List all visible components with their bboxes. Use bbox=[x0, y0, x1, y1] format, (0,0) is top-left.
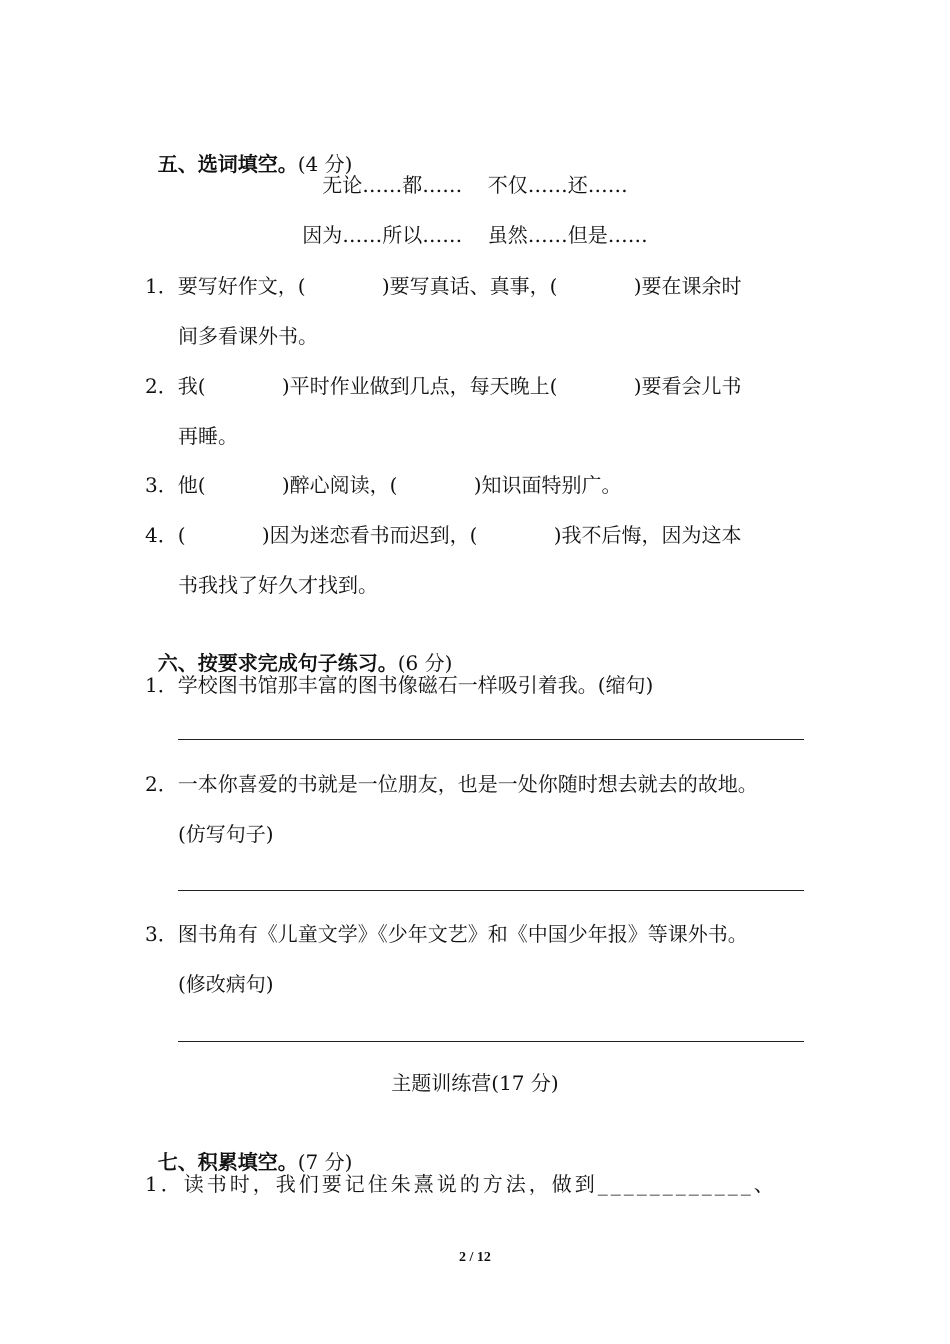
question-5-4-line-2: 书我找了好久才找到。 bbox=[178, 573, 378, 597]
theme-heading: 主题训练营(17 分) bbox=[391, 1071, 559, 1095]
section-7-score: (7 分) bbox=[297, 1150, 353, 1174]
section-5-score: (4 分) bbox=[297, 152, 353, 176]
word-options-row-2: 因为……所以…… 虽然……但是…… bbox=[302, 223, 648, 247]
section-6-score: (6 分) bbox=[397, 651, 453, 675]
question-5-3: 3．他( )醉心阅读，( )知识面特别广。 bbox=[145, 473, 622, 497]
section-6-heading bbox=[145, 621, 452, 677]
answer-line-6-2[interactable] bbox=[178, 890, 804, 891]
question-5-1-line-2: 间多看课外书。 bbox=[178, 324, 318, 348]
question-5-1-line-1: 1．要写好作文，( )要写真话、真事，( )要在课余时 bbox=[145, 274, 742, 298]
section-6-title: 六、按要求完成句子练习。 bbox=[157, 651, 398, 675]
word-options-row-1: 无论……都…… 不仅……还…… bbox=[322, 173, 628, 197]
page-number: 2 / 12 bbox=[459, 1250, 491, 1265]
question-5-4-line-1: 4．( )因为迷恋看书而迟到，( )我不后悔，因为这本 bbox=[145, 523, 742, 547]
question-6-3-line-1: 3．图书角有《儿童文学》《少年文艺》和《中国少年报》等课外书。 bbox=[145, 922, 748, 946]
section-5-title: 五、选词填空。 bbox=[157, 152, 298, 176]
section-5-heading bbox=[145, 122, 352, 178]
question-6-2-line-2: (仿写句子) bbox=[178, 822, 274, 846]
answer-line-6-1[interactable] bbox=[178, 739, 804, 740]
question-6-2-line-1: 2．一本你喜爱的书就是一位朋友，也是一处你随时想去就去的故地。 bbox=[145, 772, 758, 796]
question-5-2-line-1: 2．我( )平时作业做到几点，每天晚上( )要看会儿书 bbox=[145, 374, 742, 398]
question-6-3-line-2: (修改病句) bbox=[178, 972, 274, 996]
question-6-1: 1．学校图书馆那丰富的图书像磁石一样吸引着我。(缩句) bbox=[145, 673, 654, 697]
answer-line-6-3[interactable] bbox=[178, 1041, 804, 1042]
section-7-title: 七、积累填空。 bbox=[157, 1150, 298, 1174]
question-7-1: 1．读书时，我们要记住朱熹说的方法，做到____________、 bbox=[145, 1172, 777, 1196]
section-7-heading bbox=[145, 1120, 352, 1176]
question-5-2-line-2: 再睡。 bbox=[178, 424, 238, 448]
